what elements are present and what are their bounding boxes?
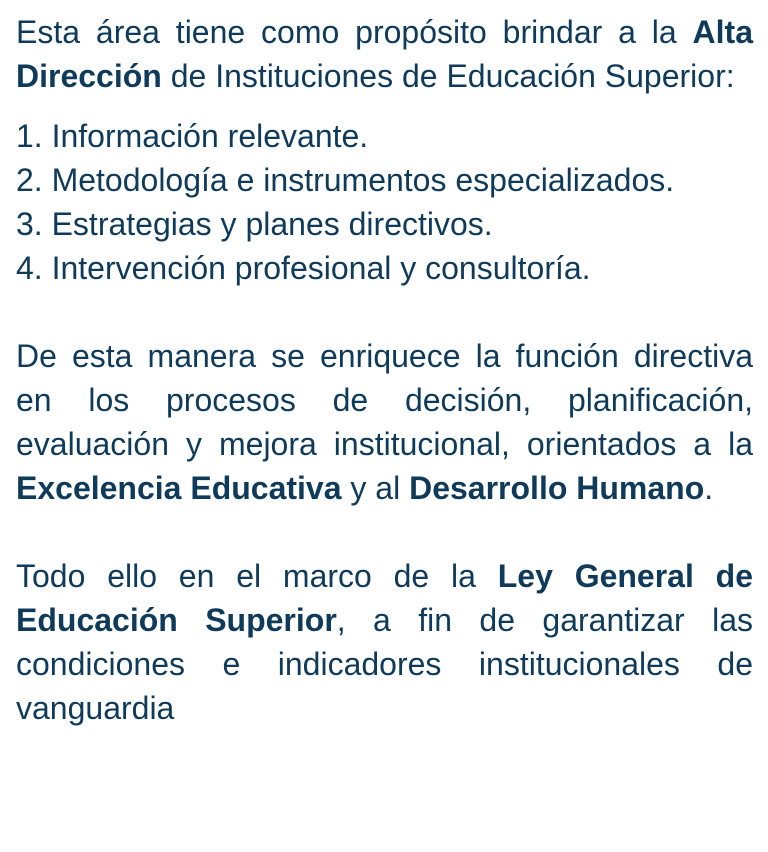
framework-paragraph — [16, 554, 753, 730]
framework-text-1: Todo ello en el marco de la — [16, 558, 498, 594]
function-paragraph — [16, 334, 753, 510]
intro-text-2: de Instituciones de Educación Superior: — [161, 58, 735, 94]
intro-paragraph — [16, 10, 753, 98]
function-text-2: y al — [341, 470, 410, 506]
list-item: 4. Intervención profesional y consultoría. — [16, 250, 591, 286]
spacer — [16, 290, 753, 334]
document-body — [16, 10, 753, 730]
framework-bold-ley: Ley General de Educación Superior — [16, 558, 754, 638]
function-bold-excelencia: Excelencia Educativa — [16, 470, 342, 506]
spacer — [16, 510, 753, 554]
function-text-1: De esta manera se enriquece la función directiva en los procesos de decisión, planificación, evaluación y mejora institucional, orientados a la — [16, 338, 753, 462]
list-item: 1. Información relevante. — [16, 118, 369, 154]
list-item: 3. Estrategias y planes directivos. — [16, 206, 493, 242]
framework-text-2: , a fin de garantizar las condiciones e indicadores institucionales de vanguardia — [16, 602, 754, 726]
list-item: 2. Metodología e instrumentos especializados. — [16, 162, 675, 198]
intro-text-1: Esta área tiene como propósito brindar a la — [16, 14, 693, 50]
function-bold-desarrollo: Desarrollo Humano — [409, 470, 705, 506]
intro-bold-alta-direccion: Alta Dirección — [16, 14, 753, 94]
function-text-3: . — [704, 470, 714, 506]
purpose-list — [16, 114, 753, 290]
